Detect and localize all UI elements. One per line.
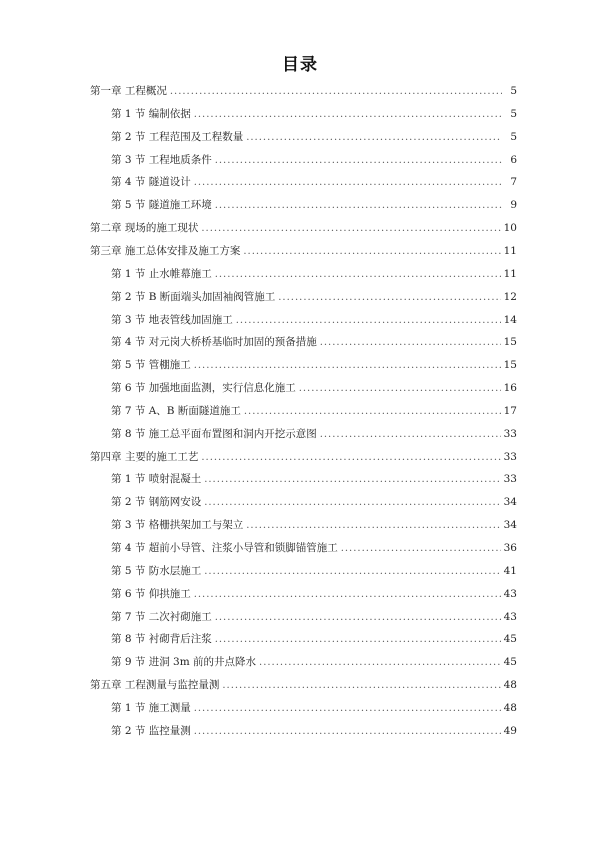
toc-chapter-entry[interactable] <box>0 677 600 693</box>
toc-dot-leader <box>246 130 502 146</box>
toc-entry-label: 第 6 节 仰拱施工 <box>111 587 191 600</box>
toc-section-entry[interactable] <box>0 266 600 282</box>
toc-entry-label: 第 7 节 二次衬砌施工 <box>111 610 212 623</box>
toc-page-number: 48 <box>503 679 517 692</box>
toc-page-number: 5 <box>510 107 517 120</box>
toc-entry-label: 第 1 节 喷射混凝土 <box>111 473 202 486</box>
toc-page-number: 9 <box>510 199 517 212</box>
toc-entry-label: 第 4 节 隧道设计 <box>111 176 191 189</box>
toc-entry-label: 第 5 节 隧道施工环境 <box>111 199 212 212</box>
toc-entry-label: 第 2 节 监控量测 <box>111 724 191 737</box>
toc-chapter-entry[interactable] <box>0 220 600 236</box>
toc-entry-label: 第 1 节 止水帷幕施工 <box>111 267 212 280</box>
toc-page-number: 36 <box>503 542 517 554</box>
toc-chapter-entry[interactable] <box>0 83 600 99</box>
toc-section-entry[interactable] <box>0 654 600 670</box>
toc-section-entry[interactable] <box>0 129 600 145</box>
toc-page-number: 11 <box>503 267 517 280</box>
toc-page-number: 45 <box>503 656 517 669</box>
toc-section-entry[interactable] <box>0 494 600 510</box>
toc-section-entry[interactable] <box>0 563 600 579</box>
toc-dot-leader <box>243 244 500 260</box>
toc-section-entry[interactable] <box>0 631 600 647</box>
toc-entry-label: 第五章 工程测量与监控量测 <box>90 679 220 692</box>
toc-section-entry[interactable] <box>0 380 600 396</box>
toc-section-entry[interactable] <box>0 174 600 190</box>
toc-entry-label: 第 5 节 防水层施工 <box>111 564 202 577</box>
toc-chapter-entry[interactable] <box>0 243 600 259</box>
toc-chapter-entry[interactable] <box>0 449 600 465</box>
toc-entry-label: 第 8 节 衬砌背后注浆 <box>111 633 212 646</box>
toc-dot-leader <box>215 610 501 626</box>
toc-entry-label: 第二章 现场的施工现状 <box>90 222 199 235</box>
toc-page-number: 10 <box>503 222 517 235</box>
toc-dot-leader <box>194 724 501 740</box>
toc-page-number: 6 <box>510 153 517 166</box>
toc-section-entry[interactable] <box>0 403 600 419</box>
toc-page-number: 43 <box>503 610 517 623</box>
toc-entry-label: 第 7 节 A、B 断面隧道施工 <box>111 404 241 417</box>
toc-section-entry[interactable] <box>0 426 600 442</box>
toc-dot-leader <box>299 381 501 397</box>
toc-dot-leader <box>278 290 500 306</box>
toc-section-entry[interactable] <box>0 540 600 556</box>
toc-page-number: 49 <box>503 724 517 737</box>
toc-section-entry[interactable] <box>0 609 600 625</box>
toc-entry-label: 第 2 节 工程范围及工程数量 <box>111 130 244 143</box>
toc-dot-leader <box>170 84 502 100</box>
toc-dot-leader <box>204 564 500 580</box>
toc-dot-leader <box>201 450 500 466</box>
toc-dot-leader <box>222 678 500 694</box>
toc-dot-leader <box>246 518 500 534</box>
toc-dot-leader <box>215 267 501 283</box>
toc-section-entry[interactable] <box>0 471 600 487</box>
toc-dot-leader <box>204 472 500 488</box>
toc-page-number: 45 <box>503 633 517 646</box>
toc-entry-label: 第一章 工程概况 <box>90 85 167 97</box>
toc-page-number: 7 <box>510 176 517 189</box>
toc-page-number: 15 <box>503 336 517 349</box>
toc-page-number: 41 <box>503 564 517 577</box>
toc-dot-leader <box>320 335 501 351</box>
toc-entry-label: 第 3 节 格栅拱架加工与架立 <box>111 519 244 532</box>
toc-dot-leader <box>244 404 501 420</box>
toc-section-entry[interactable] <box>0 700 600 716</box>
toc-page-number: 34 <box>503 519 517 532</box>
toc-entry-label: 第 5 节 管棚施工 <box>111 359 191 372</box>
toc-dot-leader <box>201 221 500 237</box>
toc-page-number: 5 <box>510 130 517 143</box>
toc-dot-leader <box>194 107 502 123</box>
toc-entry-label: 第 9 节 进洞 3m 前的井点降水 <box>111 656 257 669</box>
toc-section-entry[interactable] <box>0 289 600 305</box>
toc-section-entry[interactable] <box>0 334 600 350</box>
toc-entry-label: 第三章 施工总体安排及施工方案 <box>90 244 241 257</box>
toc-dot-leader <box>194 175 502 191</box>
toc-entry-label: 第 1 节 编制依据 <box>111 107 191 120</box>
toc-entry-label: 第 8 节 施工总平面布置图和洞内开挖示意图 <box>111 427 317 440</box>
toc-page-number: 34 <box>503 496 517 509</box>
toc-page-number: 33 <box>503 427 517 440</box>
toc-dot-leader <box>194 358 501 374</box>
toc-dot-leader <box>215 632 501 648</box>
toc-section-entry[interactable] <box>0 586 600 602</box>
toc-entry-label: 第 4 节 对元岗大桥桥基临时加固的预备措施 <box>111 336 317 349</box>
toc-section-entry[interactable] <box>0 357 600 373</box>
toc-section-entry[interactable] <box>0 723 600 739</box>
toc-entry-label: 第 3 节 地表管线加固施工 <box>111 313 233 326</box>
toc-dot-leader <box>194 587 501 603</box>
toc-page-number: 14 <box>503 313 517 326</box>
toc-dot-leader <box>204 495 500 511</box>
toc-entry-label: 第 4 节 超前小导管、注浆小导管和锁脚锚管施工 <box>111 542 338 554</box>
toc-page-number: 48 <box>503 701 517 714</box>
toc-page-number: 15 <box>503 359 517 372</box>
toc-dot-leader <box>236 313 501 329</box>
toc-section-entry[interactable] <box>0 312 600 328</box>
toc-entry-label: 第 3 节 工程地质条件 <box>111 153 212 166</box>
toc-dot-leader <box>341 541 501 557</box>
toc-section-entry[interactable] <box>0 517 600 533</box>
toc-page-number: 33 <box>503 473 517 486</box>
toc-section-entry[interactable] <box>0 106 600 122</box>
toc-entry-label: 第 6 节 加强地面监测，实行信息化施工 <box>111 382 296 395</box>
toc-dot-leader <box>215 198 502 214</box>
toc-page-number: 33 <box>503 450 517 463</box>
toc-entry-label: 第四章 主要的施工工艺 <box>90 450 199 463</box>
toc-page-number: 17 <box>503 404 517 417</box>
toc-page-number: 43 <box>503 587 517 600</box>
toc-entry-label: 第 2 节 B 断面端头加固袖阀管施工 <box>111 290 276 303</box>
toc-dot-leader <box>320 427 501 443</box>
toc-dot-leader <box>215 153 502 169</box>
toc-dot-leader <box>194 701 501 717</box>
toc-page-number: 16 <box>503 382 517 395</box>
page-title: 目录 <box>282 55 318 75</box>
toc-entry-label: 第 2 节 钢筋网安设 <box>111 496 202 509</box>
toc-page-number: 12 <box>503 290 517 303</box>
toc-page-number: 5 <box>510 85 517 97</box>
toc-dot-leader <box>259 655 501 671</box>
toc-section-entry[interactable] <box>0 197 600 213</box>
toc-entry-label: 第 1 节 施工测量 <box>111 701 191 714</box>
toc-section-entry[interactable] <box>0 152 600 168</box>
toc-page-number: 11 <box>503 244 517 257</box>
